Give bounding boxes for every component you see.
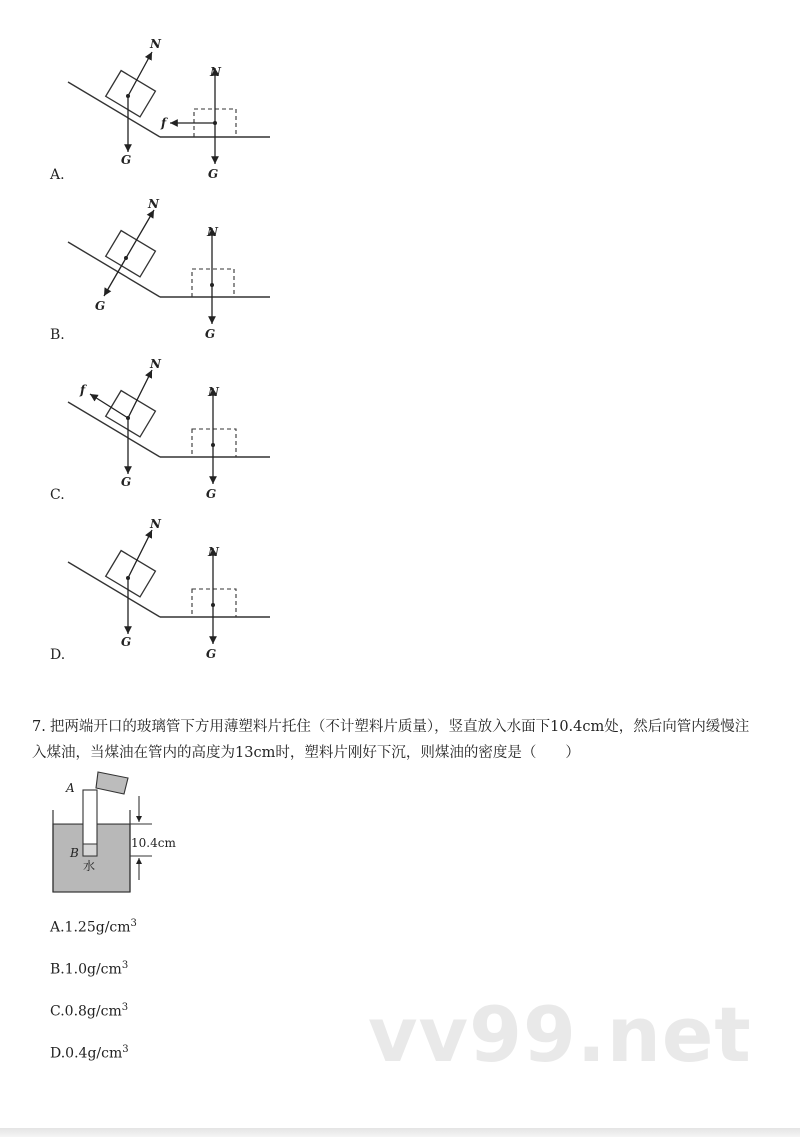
normal-force-label: N [150,517,161,531]
diagram-option-c [0,352,300,502]
option-label-d: D. [50,647,66,663]
normal-force-label: N [210,65,221,79]
diagram-option-d [0,512,300,662]
friction-label: f [161,116,167,130]
gravity-label: G [121,635,132,649]
answer-choice-b[interactable]: $B.1.0g/cm^3$ [50,960,129,978]
option-label-b: B. [50,327,65,343]
question-7-figure [40,766,200,896]
gravity-label: G [205,327,216,341]
gravity-label: G [208,167,219,181]
depth-label: 10.4cm [131,836,176,850]
question-number: 7. [32,719,46,735]
normal-force-label: N [150,37,161,51]
question-body: 把两端开口的玻璃管下方用薄塑料片托住（不计塑料片质量），竖直放入水面下10.4cm处，然后向管内缓慢注入煤油，当煤油在管内的高度为13cm时，塑料片刚好下沉，则煤油的密度是（ ） [32,719,750,761]
normal-force-label: N [207,225,218,239]
gravity-label: G [121,475,132,489]
sheet-label-b: B [70,846,79,860]
normal-force-label: N [208,545,219,559]
diagram-option-a [0,32,300,182]
watermark-text: vv99.net [368,990,752,1079]
page-bottom-edge [0,1128,800,1137]
normal-force-label: N [148,197,159,211]
gravity-label: G [206,647,217,661]
normal-force-label: N [150,357,161,371]
answer-choice-c[interactable]: $C.0.8g/cm^3$ [50,1002,129,1020]
gravity-label: G [95,299,106,313]
gravity-label: G [121,153,132,167]
gravity-label: G [206,487,217,501]
normal-force-label: N [208,385,219,399]
option-label-a: A. [50,167,65,183]
water-label: 水 [83,859,96,873]
diagram-option-b [0,192,300,342]
answer-choice-a[interactable]: $A.1.25g/cm^3$ [50,918,137,936]
friction-label: f [80,383,86,397]
question-7-text [32,714,752,766]
option-label-c: C. [50,487,65,503]
tube-label-a: A [66,781,75,795]
answer-choice-d[interactable]: $D.0.4g/cm^3$ [50,1044,129,1062]
